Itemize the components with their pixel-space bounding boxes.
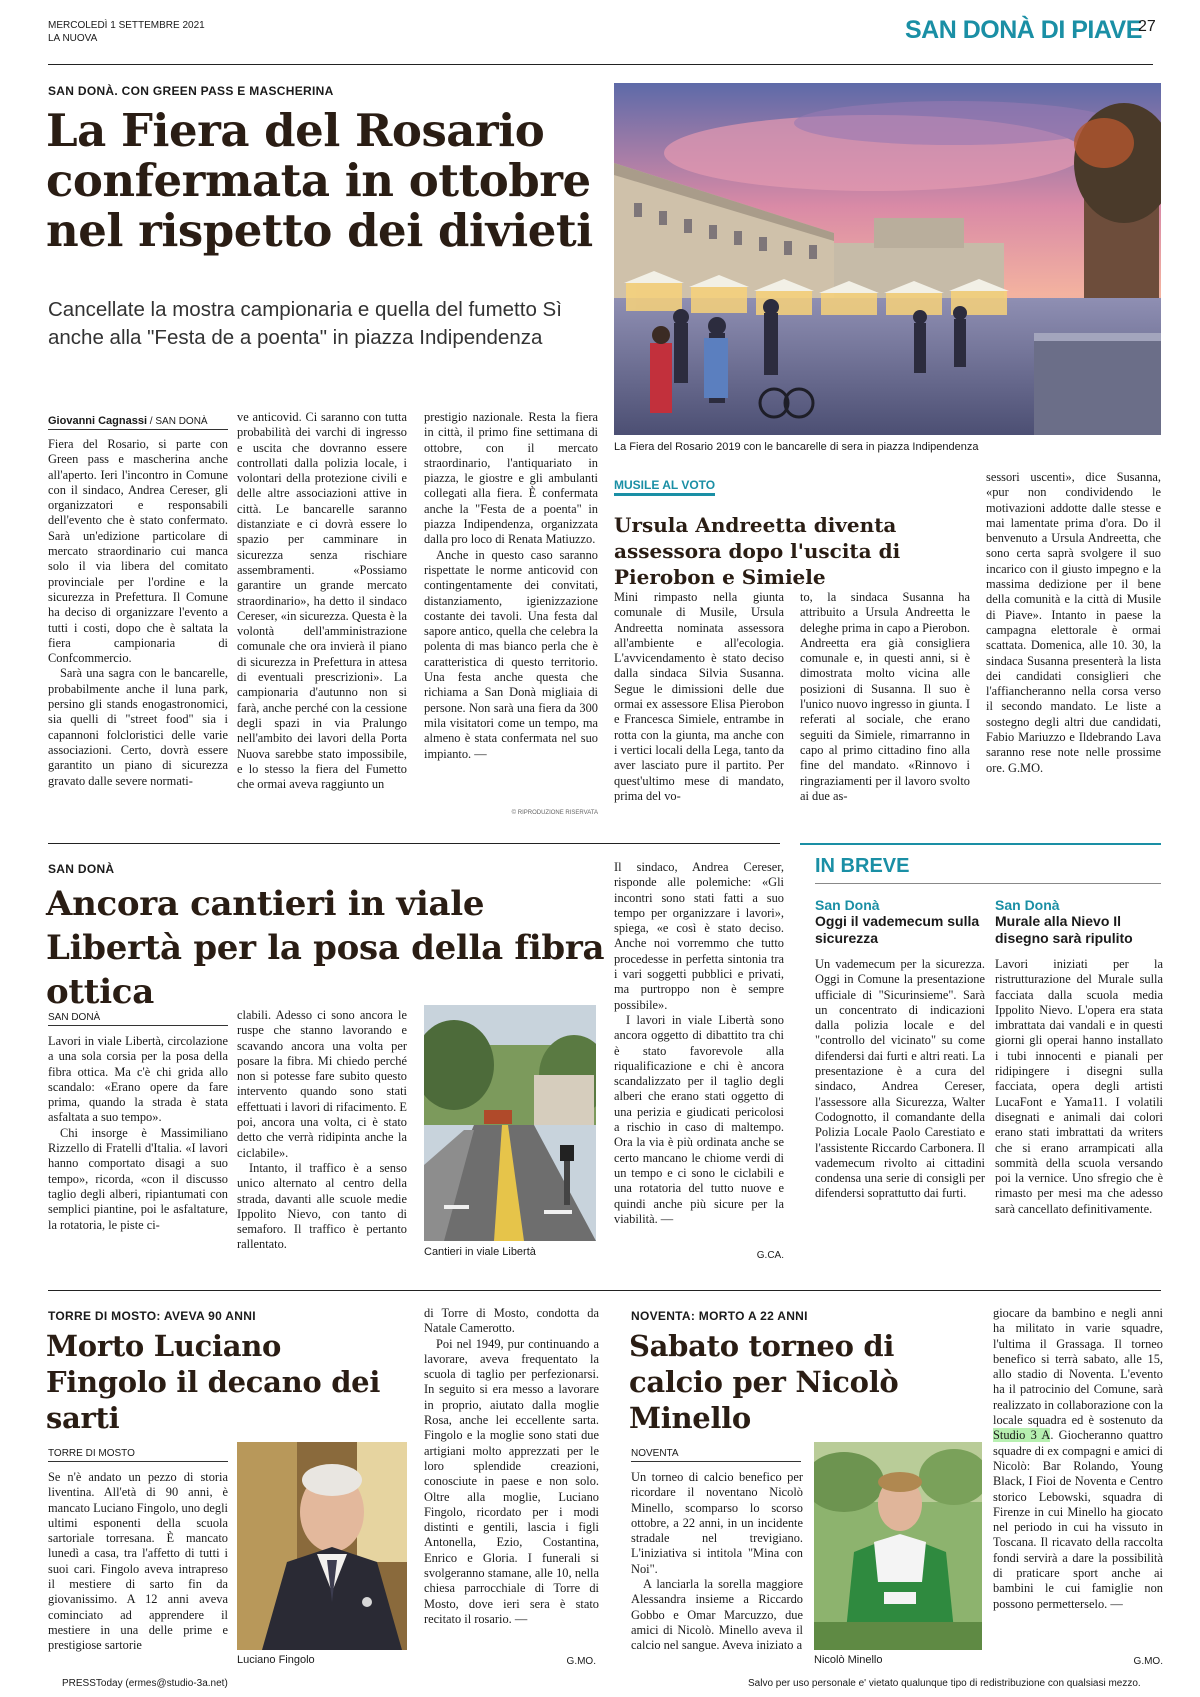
- brief-title: Oggi il vademecum sulla sicurezza: [815, 913, 980, 946]
- a4-col2: [424, 1306, 599, 1627]
- paragraph: Fiera del Rosario, si parte con Green pass e mascherina anche all'aperto. Ieri l'incontro in Comune con il sindaco, Andrea Cereser, gli organizzatori e responsabili dell'evento che è stato confermato. Sarà un'edizione particolare di mercato straordinario cui manca solo il via libera del comitato provinciale per l'ordine e la sicurezza in Prefettura. Il Comune ha deciso di organizzare l'evento a tutti i costi, dopo che è saltata la fiera campionaria di Confcommercio.: [48, 437, 228, 666]
- a5-col2: [993, 1306, 1163, 1612]
- brief-text: Lavori iniziati per la ristrutturazione del Murale sulla facciata dalla scuola media Ippolito Nievo. L'opera era stata imbrattata dai vandali e in questi giorni gli operai hanno installato i tubi innocenti e pianali per ridipingere i disegni sulla facciata, opera degli artisti LucaFont e Yama11. I volatili disegnati e animali dai colori erano stati imbrattati da writers che si erano arrampicati alla sommità della scuola versando poi la vernice. Uno sfregio che è rimasto per mesi ma che adesso sarà cancellato definitivamente.: [995, 957, 1163, 1216]
- section-rule-2: [48, 1290, 1161, 1291]
- a1-col2: [237, 410, 407, 792]
- paragraph: Anche in questo caso saranno rispettate le norme anticovid con contingentamente dei convitati, distanziamento, igienizzazione costante dei tavoli. Una festa dal sapore antico, quella che celebra la polenta di mas bianco perla che è caratteristica di questo territorio. Una festa anche questa che richiama a San Donà migliaia di persone. Non sarà una fiera da 300 mila visitatori come un tempo, ma almeno è stata confermata nel suo impianto. —: [424, 547, 598, 761]
- a3-col3: [614, 860, 784, 1227]
- a1-photo-caption: La Fiera del Rosario 2019 con le bancarelle di sera in piazza Indipendenza: [614, 441, 979, 453]
- paragraph: Poi nel 1949, pur continuando a lavorare, aveva frequentato la scuola di taglio per perfezionarsi. In seguito si era messo a lavorare in proprio, aiutato dalla moglie Rosa, anche lei eccellente sarta. Fingolo e la moglie sono stati due artigiani molto apprezzati per le loro splendide creazioni, conosciute in paese e non solo. Oltre alla moglie, Luciano Fingolo, ricordato per i modi distinti e gentili, lascia i figli Antonella, Ezio, Costantina, Enrico e Gloria. I funerali si svolgeranno stamane, alle 10, nella chiesa parrocchiale di Torre di Mosto, dove ieri sera è stato recitato il rosario. —: [424, 1336, 599, 1626]
- a3-place: SAN DONÀ: [48, 1012, 101, 1023]
- paragraph: ve anticovid. Ci saranno con tutta probabilità dei varchi di ingresso e uscita che dovranno essere controllati dalla polizia locale, i volontari della protezione civili e delle altre associazioni attive in città. Le bancarelle saranno distanziate e ci dovrà essere lo spazio per camminare in sicurezza senza rischiare assembramenti. «Possiamo garantire un grande mercato straordinario», ha detto il sindaco Cereser, «in sicurezza. Questa è la volontà dell'amministrazione comunale che ora invierà il piano di sicurezza in Prefettura in attesa di eventuali prescrizioni». La campionaria d'autunno non si farà, anche perché con la cessione degli spazi in via Pralungo nell'ambito dei lavori della Porta Nuova sarebbe stato impossibile, e lo stesso la fiera del Fumetto che ormai aveva raggiunto un: [237, 410, 407, 792]
- a1-subtitle: Cancellate la mostra campionaria e quella del fumetto Sì anche alla "Festa de a poenta" in piazza Indipendenza: [48, 298, 562, 349]
- sponsor-highlight: Studio 3 A: [993, 1428, 1051, 1443]
- player-photo-image: [814, 1442, 982, 1650]
- paragraph: Chi insorge è Massimiliano Rizzello di Fratelli d'Italia. «I lavori hanno comportato disagi a suo tempo», ricorda, «con il discusso taglio degli alberi, ripiantumati con semplici piantine, poi le asfaltature, la rotatoria, le piste ci-: [48, 1125, 228, 1232]
- a4-photo: [237, 1442, 407, 1650]
- a1-title: La Fiera del Rosario confermata in ottobre nel rispetto dei divieti: [46, 104, 593, 257]
- header-date: MERCOLEDÌ 1 SETTEMBRE 2021: [48, 20, 205, 31]
- a3-photo: [424, 1005, 596, 1241]
- a5-place: NOVENTA: [631, 1448, 679, 1459]
- a2-kicker-text: MUSILE AL VOTO: [614, 478, 716, 492]
- a2-col3: [986, 470, 1161, 776]
- paragraph: A lanciarla la sorella maggiore Alessandra insieme a Riccardo Gobbo e Omar Marcuzzo, due amici di Nicolò. Minello aveva il calcio nel sangue. Aveva iniziato a: [631, 1577, 803, 1653]
- section-rule-1: [48, 843, 780, 844]
- a5-col1: [631, 1470, 803, 1654]
- a4-photo-caption: Luciano Fingolo: [237, 1654, 315, 1666]
- paragraph: Lavori in viale Libertà, circolazione a una sola corsia per la posa della fibra ottica. Ma c'è chi grida allo scandalo: «Erano opere da fare prima, quando la strada è stata asfaltata a suo tempo».: [48, 1034, 228, 1125]
- a3-col1: [48, 1034, 228, 1233]
- header-paper: LA NUOVA: [48, 33, 98, 44]
- a1-photo: [614, 83, 1161, 435]
- paragraph: Sarà una sagra con le bancarelle, probabilmente anche il luna park, persino gli stands enogastronomici, sia quelli di "street food" sia i capannoni folcloristici delle varie associazioni. Certo, dovrà essere garantito un piano di sicurezza gravato dalle severe normati-: [48, 666, 228, 788]
- a5-text-before: giocare da bambino e negli anni ha militato in varie squadre, l'ultima il Grassaga. Il torneo benefico si terrà sabato, alle 15, allo stadio di Noventa. L'evento ha il patrocinio del Comune, sarà realizzato in collaborazione con la locale squadra ed è sostenuto da: [993, 1306, 1163, 1428]
- section-rule-1b: [800, 843, 1161, 845]
- page-number: 27: [1138, 18, 1156, 35]
- a5-title: Sabato torneo di calcio per Nicolò Minello: [629, 1329, 899, 1435]
- paragraph: di Torre di Mosto, condotta da Natale Camerotto.: [424, 1306, 599, 1336]
- a4-kicker: TORRE DI MOSTO: AVEVA 90 ANNI: [48, 1309, 256, 1323]
- a3-kicker: SAN DONÀ: [48, 862, 115, 876]
- a5-kicker: NOVENTA: MORTO A 22 ANNI: [631, 1309, 808, 1323]
- a5-signature: G.MO.: [1133, 1656, 1163, 1667]
- paragraph: sessori uscenti», dice Susanna, «pur non condividendo le motivazioni addotte dalle stesse e mai lamentate prima d'ora. Do il benvenuto a Ursula Andreetta, che sono certa saprà svolgere il suo incarico con il giusto impegno e la massima dedizione per il bene della comunità e la città di Musile di Piave». Intanto in paese la campagna elettorale è ormai scattata. Domenica, alle 10. 30, la sindaca Susanna presenterà la lista dei candidati consiglieri che l'affiancheranno nella corsa verso il secondo mandato. Le liste a sostegno degli altri due candidati, Fabio Mariuzzo e Ildebrando Lava saranno rese note nelle prossime ore. G.MO.: [986, 470, 1161, 775]
- header-rule: [48, 64, 1153, 65]
- a1-col3: [424, 410, 598, 762]
- a1-col1: [48, 437, 228, 789]
- a1-byline: [48, 415, 228, 430]
- brief-rule: [815, 883, 1161, 884]
- brief-place: San Donà: [815, 897, 880, 913]
- brief-item: [995, 897, 1163, 1217]
- a2-col2: [800, 590, 970, 804]
- a4-col1: [48, 1470, 228, 1654]
- a3-title: Ancora cantieri in viale Libertà per la posa della fibra ottica: [46, 884, 605, 1012]
- paragraph: to, la sindaca Susanna ha attribuito a Ursula Andreetta le deleghe prima in capo a Pierobon. Andreetta era già consigliera comunale e, in questi anni, si è dimostrata molto vicina alle posizioni di Susanna. Il suo è l'unico nuovo ingresso in giunta. I referati al sociale, che erano seguiti da Simiele, rimarranno in capo al primo cittadino fino alla fine del mandato. «Rinnovo i ringraziamenti per il lavoro svolto ai due as-: [800, 590, 970, 803]
- street-works-image: [424, 1005, 596, 1241]
- a2-kicker: [614, 478, 715, 496]
- byline-sep: /: [147, 416, 156, 427]
- paragraph: prestigio nazionale. Resta la fiera in città, il primo fine settimana di ottobre, con il mercato straordinario, l'antiquariato in piazza, le giostre e gli ambulanti collegati alla fiera. È confermata anche la "Festa de a poenta" in piazza Indipendenza, organizzata dalla pro loco di Renata Matiuzzo.: [424, 410, 598, 547]
- paragraph: Intanto, il traffico è a senso unico alternato al centro della strada, davanti alle scuole medie Ippolito Nievo, con tanto di semaforo. Il traffico è pertanto rallentato.: [237, 1160, 407, 1252]
- brief-place: San Donà: [995, 897, 1060, 913]
- a1-place: SAN DONÀ: [155, 416, 208, 427]
- paragraph: I lavori in viale Libertà sono ancora oggetto di dibattito tra chi è stato favorevole alla riqualificazione e chi è ancora scandalizzato per il taglio degli alberi che erano stati oggetto di una perizia e giudicati pericolosi a rischio in caso di maltempo. Ora la via è più ordinata anche se certo mancano le chiome verdi di un tempo e ci sono le ciclabili e una rotatoria del tutto nuove e quindi anche più sicure per la viabilità. —: [614, 1012, 784, 1226]
- brief-item: [815, 897, 985, 1202]
- a1-kicker: SAN DONÀ. CON GREEN PASS E MASCHERINA: [48, 84, 334, 98]
- footer-left: PRESSToday (ermes@studio-3a.net): [62, 1678, 228, 1689]
- a3-byline: [48, 1012, 228, 1026]
- paragraph: Mini rimpasto nella giunta comunale di Musile, Ursula Andreetta nominata assessora all'ambiente e all'ecologia. L'avvicendamento è stato deciso dalla sindaca Silvia Susanna. Segue le dimissioni delle due ormai ex assessore Elisa Pierobon e Francesca Simiele, entrambe in rotta con la giunta, ma anche con i vertici locali della Lega, tanto da aver lasciato pure il partito. Per quest'ultimo mese di mandato, prima del vo-: [614, 590, 784, 803]
- section-title: SAN DONÀ DI PIAVE: [905, 16, 1142, 44]
- a2-col1: [614, 590, 784, 804]
- paragraph: Un torneo di calcio benefico per ricordare il noventano Nicolò Minello, scomparso lo scorso ottobre, a 22 anni, in un incidente stradale nel trevigiano. L'iniziativa si intitola "Mina con Noi".: [631, 1470, 803, 1576]
- a3-photo-caption: Cantieri in viale Libertà: [424, 1246, 536, 1258]
- a5-photo-caption: Nicolò Minello: [814, 1654, 883, 1666]
- a5-photo: [814, 1442, 982, 1650]
- a3-signature: G.CA.: [756, 1250, 784, 1261]
- brief-heading: IN BREVE: [815, 855, 910, 877]
- a4-signature: G.MO.: [566, 1656, 596, 1667]
- paragraph: Se n'è andato un pezzo di storia liventina. All'età di 90 anni, è mancato Luciano Fingolo, uno degli ultimi esponenti della scuola sartoriale torresana. È mancato lunedì a casa, tra l'affetto di tutti i suoi cari. Fingolo aveva intrapreso il mestiere di sarto fin da giovanissimo. A 12 anni aveva cominciato ad apprendere il mestiere in una delle prime e prestigiose sartorie: [48, 1470, 228, 1653]
- a1-author: Giovanni Cagnassi: [48, 415, 148, 427]
- paragraph: clabili. Adesso ci sono ancora le ruspe che stanno lavorando e scavando ancora una volta per posare la fibra. Mi chiedo perché non si potesse fare subito questo intervento quando sono stati effettuati i lavori di rifacimento. E poi, ancora una volta, ci è stato detto che verrà ridipinta anche la ciclabile».: [237, 1008, 407, 1160]
- a4-byline: [48, 1448, 228, 1462]
- brief-text: Un vademecum per la sicurezza. Oggi in Comune la presentazione ufficiale di "Sicurinsieme". Sarà un concentrato di indicazioni dalla polizia locale e del "controllo del vicinato" su come difendersi dai furti e altri reati. La presentazione è a cura del sindaco, Andrea Cereser, l'assessore alla Sicurezza, Walter Codognotto, il comandante della Polizia Locale Paolo Carestiato e l'assistente Riccardo Carbonera. Il vademecum rivolto ai cittadini condensa una serie di consigli per difendersi soprattutto dai furti.: [815, 957, 985, 1201]
- a2-title: Ursula Andreetta diventa assessora dopo l'uscita di Pierobon e Simiele: [614, 513, 901, 589]
- a5-byline: [631, 1448, 801, 1462]
- a1-repro: © RIPRODUZIONE RISERVATA: [511, 810, 598, 816]
- a5-text-after: . Giocheranno quattro squadre di ex compagni e amici di Nicolò: Bar Rolando, Young Black, I Fioi de Noventa e Centro storico Lebowski, squadra di Firenze in cui Minello ha giocato nel periodo in cui ha vissuto in Toscana. Il ricavato della raccolta fondi servirà a dare la possibilità di praticare sport anche ai bambini le cui famiglie non possono permetterselo. —: [993, 1428, 1163, 1611]
- brief-title: Murale alla Nievo Il disegno sarà ripulito: [995, 913, 1133, 946]
- a4-title: Morto Luciano Fingolo il decano dei sarti: [46, 1329, 381, 1435]
- portrait-image: [237, 1442, 407, 1650]
- footer-right: Salvo per uso personale e' vietato qualunque tipo di redistribuzione con qualsiasi mezzo.: [748, 1678, 1141, 1689]
- paragraph: [993, 1306, 1163, 1612]
- paragraph: Il sindaco, Andrea Cereser, risponde alle polemiche: «Gli incontri sono stati fatti a suo tempo per organizzare i lavori», spiega, «e così è stato deciso. Anche noi vorremmo che tutto procedesse in perfetta sintonia tra i vari soggetti pubblici e privati, ma purtroppo non è sempre possibile».: [614, 860, 784, 1012]
- a4-place: TORRE DI MOSTO: [48, 1448, 135, 1459]
- a3-col2: [237, 1008, 407, 1253]
- evening-piazza-image: [614, 83, 1161, 435]
